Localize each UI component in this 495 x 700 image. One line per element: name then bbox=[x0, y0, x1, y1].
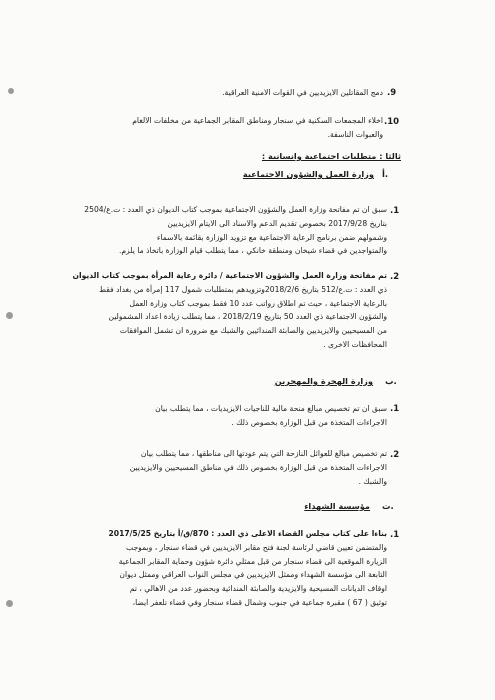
section-a-item-2-number: .2 bbox=[390, 272, 400, 282]
item-9-number: .9 bbox=[387, 88, 397, 98]
item-10-text: اخلاء المجمعات السكنية في سنجار ومناطق المقابر الجماعية من مخلفات الالغام والعبوات الناسفة. bbox=[132, 116, 383, 139]
punch-hole-mark bbox=[6, 312, 13, 319]
section-a-letter: أ. bbox=[382, 170, 389, 180]
item-10-number: .10 bbox=[384, 117, 400, 127]
punch-hole-mark bbox=[8, 88, 14, 94]
section-c-item-1-number: .1 bbox=[390, 530, 400, 540]
section-c-item-1-text: بناءا على كتاب مجلس القضاء الاعلى ذي العدد : 870/ق/أ بتاريخ 2017/5/25 والمتضمن تعيين قاضي لرئاسة لجنة فتح مقابر الايزيديين في قضاء سنجار ، وبموجب الزيارة الموقعية الى قضاء سنجار من قبل ممثلي دائرة شؤون وحماية المقابر الجماعية التابعة الى مؤسسة الشهداء وممثل الايزيديين في مجلس النواب العراقي وممثل ديوان اوقاف الديانات المسيحية والايزيدية والصابئة المندائية وبحضور عدد من الاهالي ، تم توثيق ( 67 ) مقبرة جماعية في جنوب وشمال قضاء سنجار وفي قضاء تلعفر ايضا، bbox=[108, 529, 387, 607]
section-c-title: مؤسسة الشهداء bbox=[304, 501, 370, 511]
section-b-item-2-text: تم تخصيص مبالغ للعوائل النازحة التي يتم عودتها الى مناطقها ، مما يتطلب بيان الاجراءات المتخذة من قبل الوزارة بخصوص ذلك في مناطق المسيحيين والايزيديين والشبك . bbox=[129, 449, 387, 486]
punch-hole-mark bbox=[6, 600, 13, 607]
section-b-letter: ب. bbox=[385, 377, 397, 387]
section-a-item-1-text: سبق ان تم مفاتحة وزارة العمل والشؤون الاجتماعية بموجب كتاب الديوان ذي العدد : ت.ع/2504 بتاريخ 2017/9/28 بخصوص تقديم الدعم والاسناد الى الايتام الايزيديين وشمولهم ضمن برنامج الرعاية الاجتماعية مع تزويد الوزارة بقائمة بالاسماء والمتواجدين في قضاء شيخان ومنطقة خانكي ، مما يتطلب قيام الوزارة باتخاذ ما يلزم. bbox=[84, 205, 387, 256]
section-b-item-1-text: سبق ان تم تخصيص مبالغ منحة مالية للناجيات الايزيديات ، مما يتطلب بيان الاجراءات المتخذة من قبل الوزارة بخصوص ذلك . bbox=[155, 404, 387, 427]
section-a-item-2-text: تم مفاتحة وزارة العمل والشؤون الاجتماعية / دائرة رعاية المرأة بموجب كتاب الديوان ذي العدد : ت.ع/512 بتاريخ 2018/2/6وتزويدهم بمتطلبات شمول 117 إمرأة من بغداد فقط بالرعاية الاجتماعية ، حيث تم اطلاق رواتب عدد 10 فقط بموجب كتاب وزارة العمل والشؤون الاجتماعية ذي العدد 50 بتاريخ 2018/2/19 ، مما يتطلب زيادة اعداد المشمولين من المسيحيين والايزيديين والصابئة المندائيين والشبك مع ضرورة ان تشمل الموافقات المحافظات الاخرى . bbox=[72, 271, 387, 349]
section-b-item-2-number: .2 bbox=[390, 450, 400, 460]
section-a-title: وزارة العمل والشؤون الاجتماعية bbox=[242, 169, 374, 179]
section-3-heading: ثالثا : متطلبات اجتماعية وانسانية : bbox=[261, 151, 401, 161]
section-a-item-1-number: .1 bbox=[390, 206, 400, 216]
item-9-text: دمج المقاتلين الايزيديين في القوات الامنية العراقية. bbox=[222, 88, 383, 97]
section-c-letter: ت. bbox=[382, 502, 394, 512]
section-b-title: وزارة الهجرة والمهجرين bbox=[274, 376, 373, 386]
section-b-item-1-number: .1 bbox=[390, 404, 400, 414]
